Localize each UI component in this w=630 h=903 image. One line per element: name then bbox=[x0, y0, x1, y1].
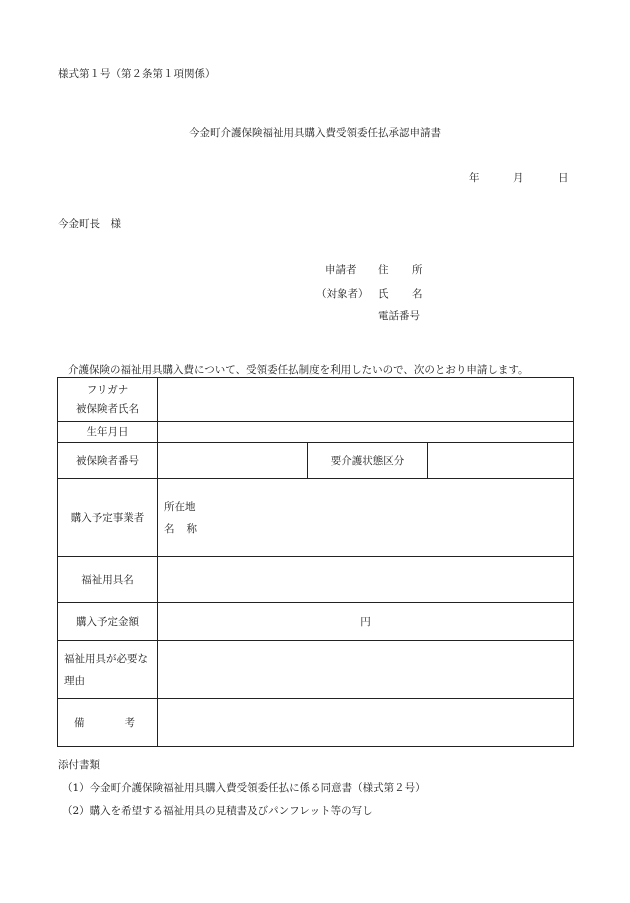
birth-date-label: 生年月日 bbox=[58, 422, 158, 443]
subject-label: （対象者） bbox=[316, 288, 369, 300]
addressee: 今金町長 様 bbox=[58, 218, 121, 230]
remarks-label-b: 考 bbox=[124, 716, 135, 729]
attachment-item-1: （1）今金町介護保険福祉用具購入費受領委任払に係る同意書（様式第２号） bbox=[62, 782, 426, 794]
remarks-label-cell bbox=[58, 699, 158, 747]
table-row bbox=[58, 641, 574, 699]
table-row bbox=[58, 422, 574, 443]
address-label-a: 住 bbox=[378, 264, 389, 276]
amount-label: 購入予定金額 bbox=[58, 603, 158, 641]
phone-label: 電話番号 bbox=[378, 310, 420, 322]
reason-field[interactable] bbox=[158, 641, 574, 699]
remarks-field[interactable] bbox=[158, 699, 574, 747]
table-row bbox=[58, 443, 574, 479]
attachments-heading: 添付書類 bbox=[58, 759, 100, 771]
insured-name-label: 被保険者氏名 bbox=[76, 402, 139, 415]
care-level-label: 要介護状態区分 bbox=[308, 443, 428, 479]
birth-date-field[interactable] bbox=[158, 422, 574, 443]
intro-text: 介護保険の福祉用具購入費について、受領委任払制度を利用したいので、次のとおり申請します。 bbox=[68, 364, 529, 376]
insured-number-field[interactable] bbox=[158, 443, 308, 479]
table-row bbox=[58, 699, 574, 747]
insured-name-label-cell bbox=[58, 378, 158, 422]
form-number: 様式第１号（第２条第１項関係） bbox=[58, 68, 216, 80]
address-label-b: 所 bbox=[412, 264, 423, 276]
vendor-label: 購入予定事業者 bbox=[58, 479, 158, 557]
date-year: 年 bbox=[469, 172, 480, 184]
vendor-name-label-a: 名 bbox=[164, 522, 175, 535]
yen-unit: 円 bbox=[360, 615, 371, 628]
insured-number-label: 被保険者番号 bbox=[58, 443, 158, 479]
reason-label-line1: 福祉用具が必要な bbox=[64, 652, 148, 665]
name-label-b: 名 bbox=[412, 288, 423, 300]
table-row bbox=[58, 479, 574, 557]
care-level-field[interactable] bbox=[428, 443, 574, 479]
equipment-name-field[interactable] bbox=[158, 557, 574, 603]
reason-label-line2: 理由 bbox=[64, 674, 85, 687]
application-table bbox=[57, 377, 574, 747]
amount-field[interactable] bbox=[158, 603, 574, 641]
remarks-label-a: 備 bbox=[74, 716, 85, 729]
equipment-name-label: 福祉用具名 bbox=[58, 557, 158, 603]
reason-label-cell bbox=[58, 641, 158, 699]
vendor-name-label bbox=[164, 518, 567, 540]
table-row bbox=[58, 557, 574, 603]
name-label-a: 氏 bbox=[378, 288, 389, 300]
attachment-item-2: （2）購入を希望する福祉用具の見積書及びパンフレット等の写し bbox=[62, 805, 373, 817]
vendor-field[interactable] bbox=[158, 479, 574, 557]
vendor-location-label: 所在地 bbox=[164, 500, 196, 513]
table-row bbox=[58, 378, 574, 422]
table-row bbox=[58, 603, 574, 641]
date-day: 日 bbox=[558, 172, 569, 184]
furigana-label: フリガナ bbox=[86, 383, 129, 396]
form-title: 今金町介護保険福祉用具購入費受領委任払承認申請書 bbox=[189, 127, 441, 139]
date-month: 月 bbox=[513, 172, 524, 184]
insured-name-field[interactable] bbox=[158, 378, 574, 422]
applicant-label: 申請者 bbox=[325, 264, 357, 276]
vendor-name-label-b: 称 bbox=[186, 522, 197, 535]
